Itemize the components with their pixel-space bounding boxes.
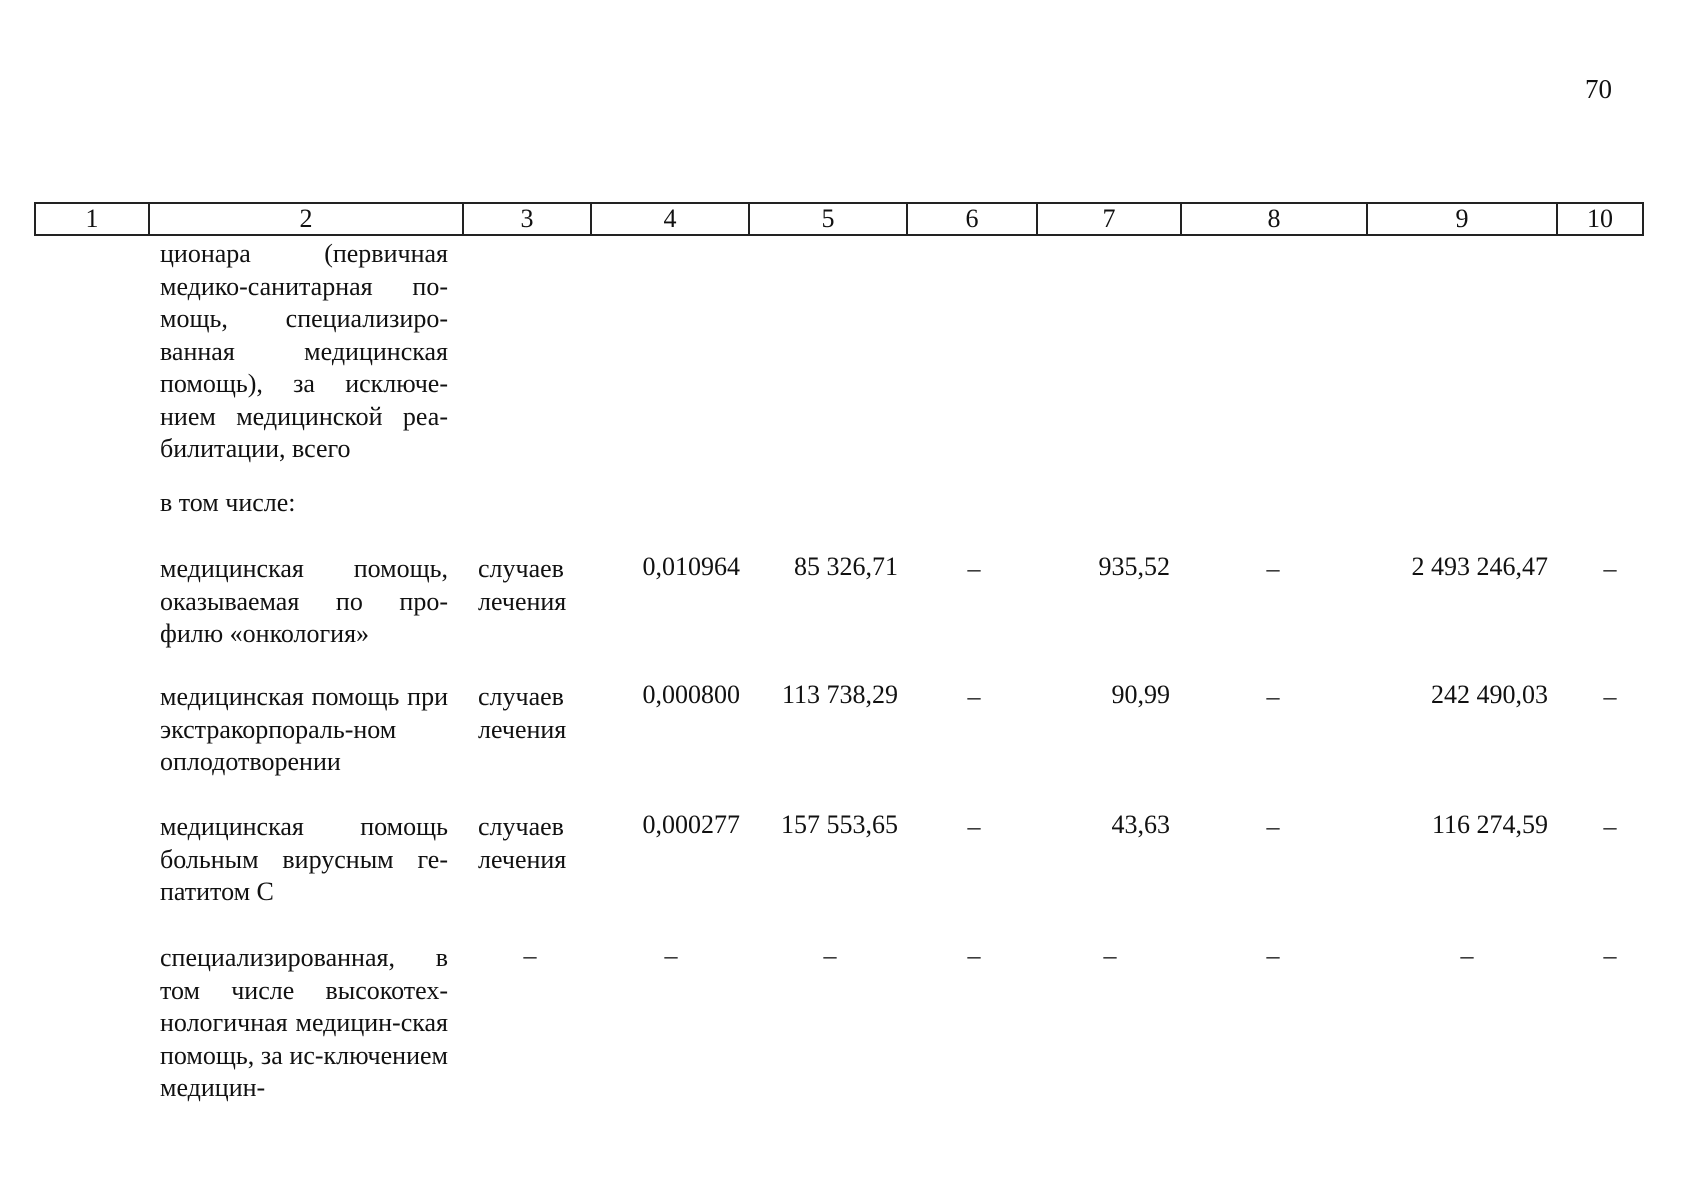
row-oncology-unit: случаев лечения — [478, 554, 567, 616]
row-hepatitis-description: медицинская помощь больным вирусным ге-патитом С — [160, 812, 448, 906]
row-ivf-col9: 242 490,03 — [1431, 680, 1548, 709]
row-specialized-col6: – — [967, 941, 981, 970]
header-col-5: 5 — [749, 203, 907, 235]
row-oncology-col6: – — [967, 554, 981, 583]
header-col-3: 3 — [463, 203, 591, 235]
header-col-8: 8 — [1181, 203, 1367, 235]
row-specialized-description: специализированная, в том числе высокотех-нологичная медицин-ская помощь, за ис-ключением медицин- — [160, 943, 448, 1102]
row-total-description: ционара (первичная медико-санитарная по-мощь, специализиро-ванная медицинская помощь), за исключе-нием медицинской реа-билитации, всего — [160, 239, 448, 463]
row-ivf-col5: 113 738,29 — [781, 680, 898, 709]
page-number: 70 — [1585, 74, 1612, 104]
row-ivf-description: медицинская помощь при экстракорпораль-ном оплодотворении — [160, 682, 448, 776]
row-including-label: в том числе: — [160, 488, 296, 517]
column-number-header — [34, 202, 1644, 236]
row-ivf-unit: случаев лечения — [478, 682, 567, 744]
header-col-9: 9 — [1367, 203, 1557, 235]
row-hepatitis-col10: – — [1603, 812, 1617, 841]
row-oncology-col5: 85 326,71 — [794, 552, 898, 581]
header-col-6: 6 — [907, 203, 1037, 235]
header-col-1: 1 — [35, 203, 149, 235]
row-oncology-description: медицинская помощь, оказываемая по про-филю «онкология» — [160, 554, 448, 648]
header-col-10: 10 — [1557, 203, 1643, 235]
row-ivf-col8: – — [1266, 682, 1280, 711]
row-hepatitis-unit: случаев лечения — [478, 812, 567, 874]
row-specialized-col9: – — [1460, 941, 1474, 970]
row-hepatitis-col8: – — [1266, 812, 1280, 841]
row-ivf-col10: – — [1603, 682, 1617, 711]
row-oncology-col9: 2 493 246,47 — [1411, 552, 1548, 581]
row-hepatitis-col5: 157 553,65 — [781, 810, 898, 839]
row-ivf-col7: 90,99 — [1111, 680, 1170, 709]
header-col-7: 7 — [1037, 203, 1181, 235]
row-specialized-col10: – — [1603, 941, 1617, 970]
row-ivf-col4: 0,000800 — [642, 680, 740, 709]
row-specialized-col8: – — [1266, 941, 1280, 970]
row-specialized-col5: – — [823, 941, 837, 970]
row-hepatitis-col4: 0,000277 — [642, 810, 740, 839]
row-specialized-col3: – — [523, 941, 537, 970]
row-hepatitis-col7: 43,63 — [1111, 810, 1170, 839]
row-oncology-col10: – — [1603, 554, 1617, 583]
row-oncology-col7: 935,52 — [1098, 552, 1170, 581]
header-col-4: 4 — [591, 203, 749, 235]
header-col-2: 2 — [149, 203, 463, 235]
row-oncology-col4: 0,010964 — [642, 552, 740, 581]
row-hepatitis-col6: – — [967, 812, 981, 841]
row-oncology-col8: – — [1266, 554, 1280, 583]
row-ivf-col6: – — [967, 682, 981, 711]
row-hepatitis-col9: 116 274,59 — [1431, 810, 1548, 839]
row-specialized-col4: – — [664, 941, 678, 970]
row-specialized-col7: – — [1103, 941, 1117, 970]
